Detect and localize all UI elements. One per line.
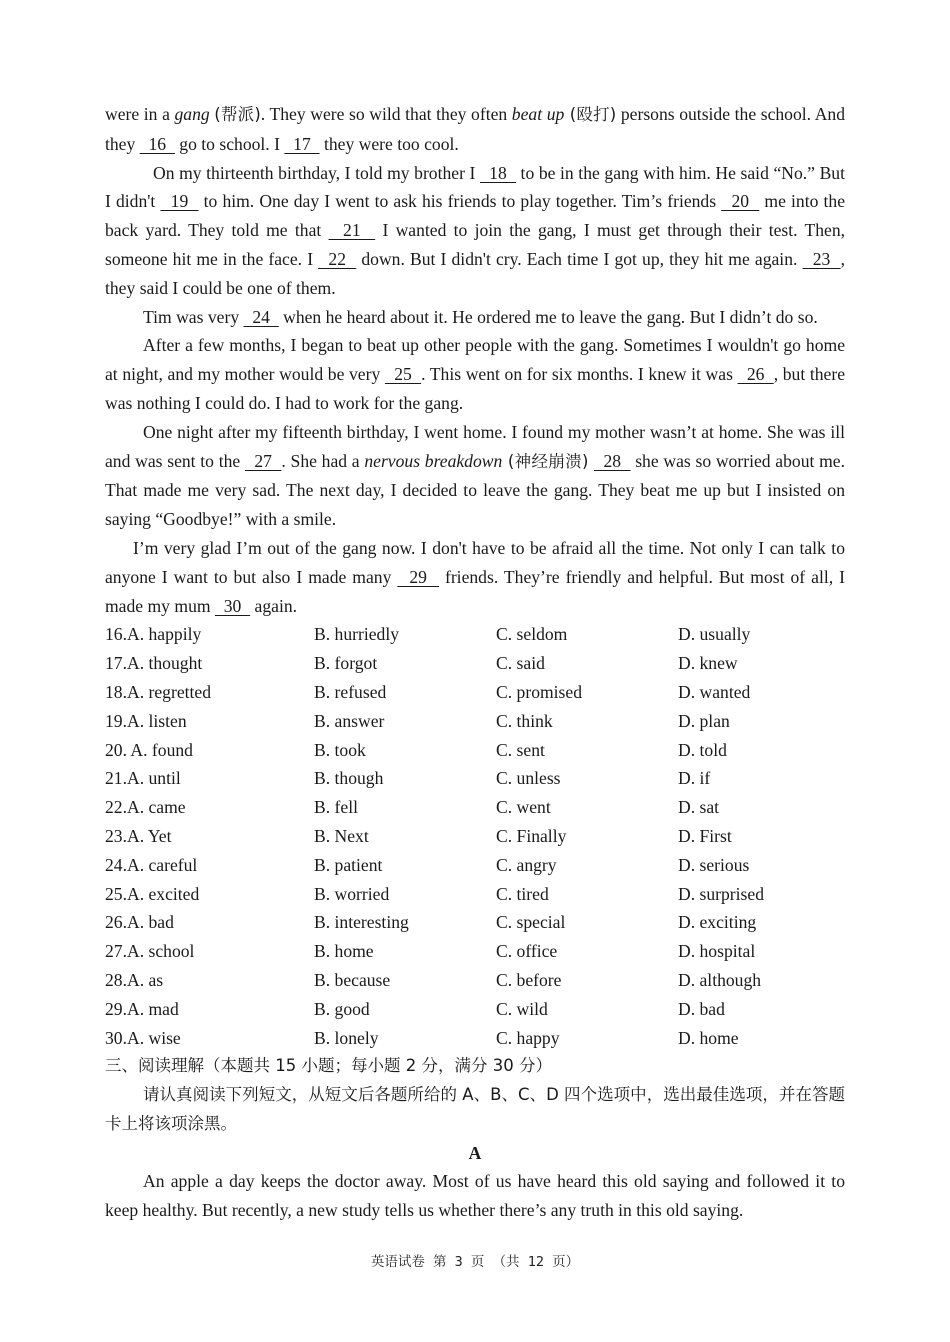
option-row [105, 649, 845, 678]
reading-passage-a: An apple a day keeps the doctor away. Most of us have heard this old saying and followed it to keep healthy. But recently, a new study tells us whether there’s any truth in this old saying. [105, 1171, 845, 1221]
option-b: B. forgot [314, 653, 378, 674]
option-row [105, 793, 845, 822]
option-a: 28.A. as [105, 969, 164, 990]
section-instruction: 请认真阅读下列短文，从短文后各题所给的 A、B、C、D 四个选项中，选出最佳选项，并在答题卡上将该项涂黑。 [105, 1085, 845, 1133]
option-c: C. before [496, 969, 562, 990]
option-d: D. sat [678, 797, 720, 818]
blank-30: 30 [214, 595, 251, 616]
option-row [105, 995, 845, 1024]
option-row [105, 908, 845, 937]
blank-16: 16 [139, 133, 175, 154]
option-c: C. went [496, 797, 551, 818]
option-row [105, 736, 845, 765]
passage-heading: A [468, 1142, 482, 1163]
blank-22: 22 [318, 248, 357, 269]
blank-27: 27 [244, 450, 282, 471]
blank-26: 26 [737, 364, 774, 385]
option-b: B. interesting [314, 912, 409, 933]
section-title: 三、阅读理解（本题共 15 小题；每小题 2 分，满分 30 分） [105, 1056, 552, 1076]
option-row [105, 1024, 845, 1053]
option-row [105, 678, 845, 707]
option-a: 17.A. thought [105, 653, 203, 674]
blank-24: 24 [243, 306, 279, 327]
option-b: B. home [314, 941, 374, 962]
option-b: B. patient [314, 854, 383, 875]
option-a: 21.A. until [105, 768, 181, 789]
option-a: 27.A. school [105, 941, 195, 962]
option-a: 25.A. excited [105, 883, 200, 904]
passage-paragraph-4: After a few months, I began to beat up other people with the gang. Sometimes I wouldn't go home at night, and my mother would be very 25 . This went on for six months. I knew it was 26 , but there was nothing I could do. I had to work for the gang. [105, 335, 846, 413]
option-a: 29.A. mad [105, 998, 179, 1019]
passage-paragraph-6: I’m very glad I’m out of the gang now. I don't have to be afraid all the time. Not only I can talk to anyone I want to but also I made many 29 friends. They’re friendly and helpful. But most of all, I made my mum 30 again. [105, 537, 846, 616]
option-d: D. if [678, 768, 711, 789]
option-d: D. although [678, 969, 762, 990]
option-d: D. serious [678, 854, 750, 875]
option-c: C. sent [496, 739, 545, 760]
option-b: B. took [314, 739, 366, 760]
option-c: C. unless [496, 768, 561, 789]
option-d: D. First [678, 825, 732, 846]
option-d: D. bad [678, 998, 725, 1019]
option-a: 24.A. careful [105, 854, 198, 875]
option-b: B. lonely [314, 1027, 379, 1048]
option-d: D. surprised [678, 883, 765, 904]
option-row [105, 937, 845, 966]
option-row [105, 880, 845, 909]
option-row [105, 966, 845, 995]
option-d: D. exciting [678, 912, 757, 933]
blank-18: 18 [480, 162, 516, 183]
option-row [105, 851, 845, 880]
option-a: 22.A. came [105, 797, 186, 818]
option-c: C. happy [496, 1027, 560, 1048]
blank-29: 29 [397, 566, 439, 587]
option-d: D. wanted [678, 681, 751, 702]
option-b: B. answer [314, 710, 385, 731]
option-c: C. tired [496, 883, 549, 904]
option-d: D. told [678, 739, 727, 760]
passage-paragraph-3: Tim was very 24 when he heard about it. He ordered me to leave the gang. But I didn’t do so. [143, 306, 818, 327]
passage-paragraph-1: were in a gang (帮派). They were so wild that they often beat up (殴打) persons outside the school. And they 16 go to school. I 17 they were too cool. [105, 104, 846, 154]
blank-23: 23 [802, 248, 841, 269]
option-c: C. special [496, 912, 566, 933]
option-c: C. Finally [496, 825, 567, 846]
option-b: B. worried [314, 883, 390, 904]
option-d: D. hospital [678, 941, 756, 962]
option-d: D. home [678, 1027, 739, 1048]
blank-17: 17 [284, 133, 320, 154]
option-b: B. fell [314, 797, 358, 818]
option-b: B. though [314, 768, 384, 789]
blank-19: 19 [160, 191, 199, 212]
blank-25: 25 [384, 364, 422, 385]
option-a: 30.A. wise [105, 1027, 181, 1048]
option-b: B. good [314, 998, 370, 1019]
blank-21: 21 [328, 220, 376, 241]
option-c: C. seldom [496, 624, 568, 645]
option-row [105, 822, 845, 851]
option-row [105, 707, 845, 736]
blank-20: 20 [721, 191, 760, 212]
term-gang: gang [174, 104, 210, 124]
option-d: D. plan [678, 710, 730, 731]
option-b: B. because [314, 969, 391, 990]
term-nervous-breakdown: nervous breakdown [364, 450, 503, 471]
option-c: C. angry [496, 854, 557, 875]
option-b: B. hurriedly [314, 624, 400, 645]
passage-paragraph-5: One night after my fifteenth birthday, I went home. I found my mother wasn’t at home. She was ill and was sent to the 27 . She had a nervous breakdown (神经崩溃) 28 she was so worried about me. That made me very sad. The next day, I decided to leave the gang. They beat me up but I insisted on saying “Goodbye!” with a smile. [105, 421, 845, 530]
option-c: C. wild [496, 998, 548, 1019]
option-b: B. Next [314, 825, 369, 846]
option-d: D. knew [678, 653, 738, 674]
option-a: 18.A. regretted [105, 681, 212, 702]
option-a: 16.A. happily [105, 624, 202, 645]
option-c: C. promised [496, 681, 583, 702]
page-footer: 英语试卷 第 3 页 （共 12 页） [370, 1254, 580, 1270]
term-beat-up: beat up [511, 104, 565, 124]
exam-page [105, 100, 845, 1225]
option-b: B. refused [314, 681, 387, 702]
option-a: 19.A. listen [105, 710, 187, 731]
option-c: C. think [496, 710, 553, 731]
option-c: C. office [496, 941, 558, 962]
option-c: C. said [496, 653, 545, 674]
option-a: 26.A. bad [105, 912, 174, 933]
option-a: 20. A. found [105, 739, 193, 760]
option-row [105, 764, 845, 793]
options-table [105, 620, 845, 1052]
option-a: 23.A. Yet [105, 825, 172, 846]
passage-paragraph-2: On my thirteenth birthday, I told my brother I 18 to be in the gang with him. He said “No.” But I didn't 19 to him. One day I went to ask his friends to play together. Tim’s friends 20 me into the back yard. They told me that 21 I wanted to join the gang, I must get through their test. Then, someone hit me in the face. I 22 down. But I didn't cry. Each time I got up, they hit me again. 23 , they said I could be one of them. [105, 162, 846, 298]
option-d: D. usually [678, 624, 751, 645]
blank-28: 28 [593, 450, 631, 471]
option-row [105, 620, 845, 649]
